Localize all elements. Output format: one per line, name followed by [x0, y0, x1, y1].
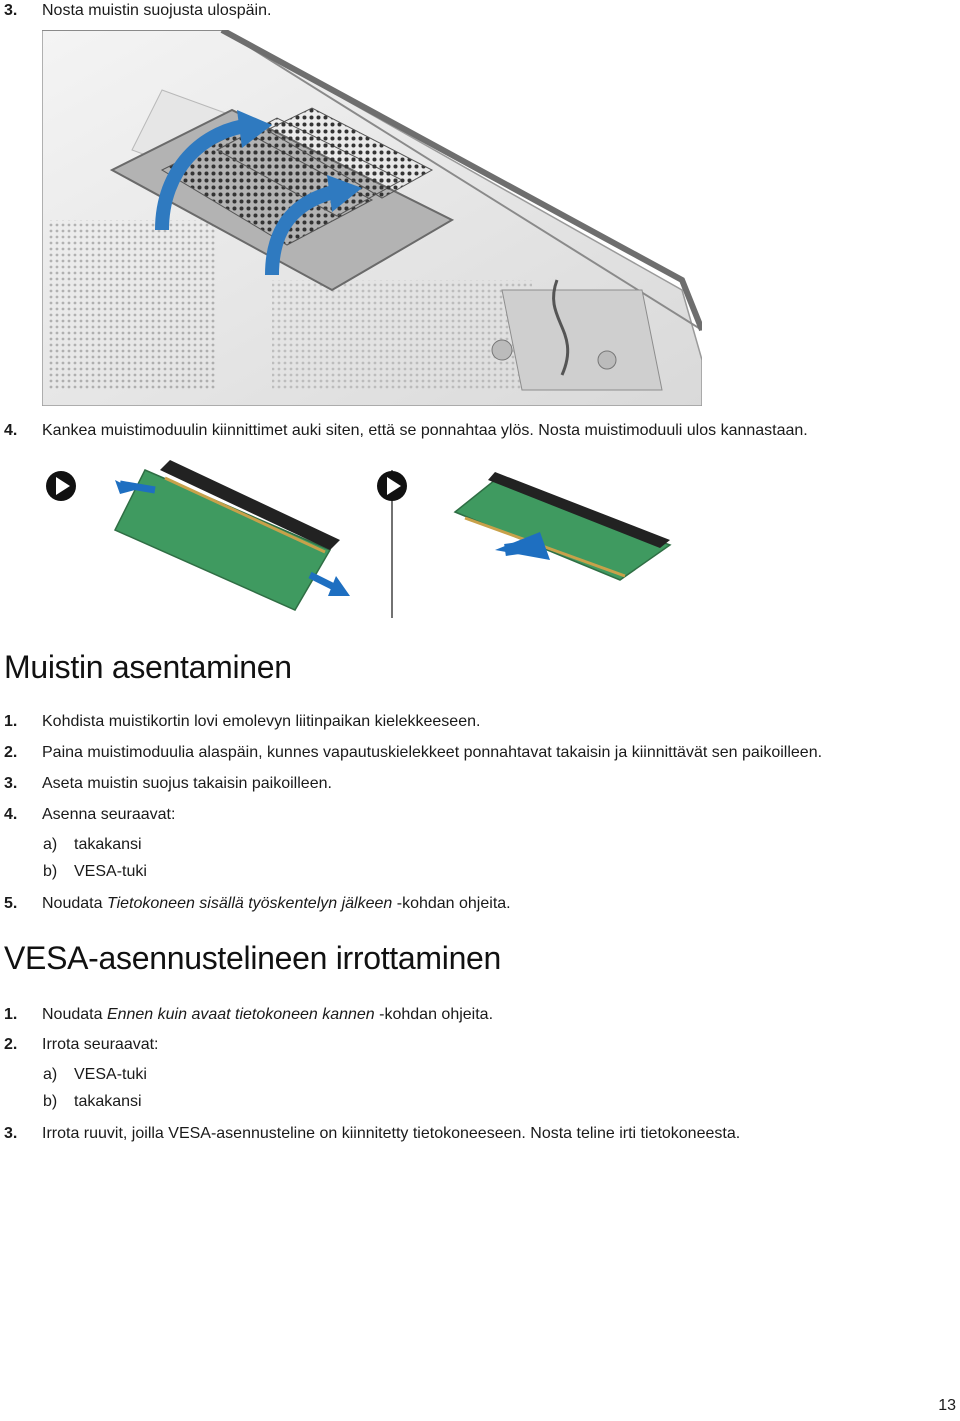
step-number: 3.	[4, 775, 18, 792]
subitem-letter: b)	[43, 863, 58, 880]
subitem-text: takakansi	[74, 1093, 142, 1110]
vesa-subitem-a	[43, 1065, 147, 1085]
step-number: 2.	[4, 744, 18, 761]
step-number: 2.	[4, 1036, 18, 1053]
step-text: Aseta muistin suojus takaisin paikoilleen.	[42, 775, 332, 792]
install-step-2	[4, 743, 822, 763]
memory-shield-illustration	[42, 30, 702, 406]
step-text: Irrota ruuvit, joilla VESA-asennusteline on kiinnitetty tietokoneeseen. Nosta teline irti tietokoneesta.	[42, 1125, 741, 1142]
step-text: Nosta muistin suojusta ulospäin.	[42, 2, 272, 19]
subitem-letter: a)	[43, 836, 58, 853]
step-number: 3.	[4, 1125, 18, 1142]
subitem-text: takakansi	[74, 836, 142, 853]
step-text: Kankea muistimoduulin kiinnittimet auki siten, että se ponnahtaa ylös. Nosta muistimoduuli ulos kannastaan.	[42, 422, 808, 439]
subitem-text: VESA-tuki	[74, 863, 147, 880]
vesa-subitem-b	[43, 1092, 142, 1112]
step-text-reference: Ennen kuin avaat tietokoneen kannen	[106, 1006, 375, 1023]
subitem-letter: b)	[43, 1093, 58, 1110]
step-text-reference: Tietokoneen sisällä työskentelyn jälkeen	[106, 895, 393, 912]
step-number: 4.	[4, 806, 18, 823]
step-text-post: -kohdan ohjeita.	[392, 895, 511, 912]
step-text-pre: Noudata	[42, 1006, 107, 1023]
section-title-memory-install: Muistin asentaminen	[4, 649, 292, 685]
step-text: Asenna seuraavat:	[42, 806, 176, 823]
step-4	[4, 421, 808, 441]
step-text-post: -kohdan ohjeita.	[374, 1006, 494, 1023]
install-step-3	[4, 774, 332, 794]
step-text: Irrota seuraavat:	[42, 1036, 159, 1053]
step-text: Paina muistimoduulia alaspäin, kunnes vapautuskielekkeet ponnahtavat takaisin ja kiinnittävät sen paikoilleen.	[42, 744, 823, 761]
step-number: 3.	[4, 2, 18, 19]
vesa-step-3	[4, 1124, 740, 1144]
page-number: 13	[938, 1397, 956, 1414]
arrow-icon	[310, 575, 350, 596]
install-subitem-a	[43, 835, 142, 855]
step-number: 1.	[4, 713, 18, 730]
step-text-pre: Noudata	[42, 895, 107, 912]
memory-module-illustration	[40, 450, 680, 620]
step-number: 4.	[4, 422, 18, 439]
play-icon	[377, 471, 407, 501]
step-3-top	[4, 1, 271, 21]
vesa-step-2	[4, 1035, 159, 1055]
step-text: Kohdista muistikortin lovi emolevyn liitinpaikan kielekkeeseen.	[42, 713, 481, 730]
step-number: 1.	[4, 1006, 18, 1023]
install-step-1	[4, 712, 480, 732]
subitem-text: VESA-tuki	[74, 1066, 147, 1083]
play-icon	[46, 471, 76, 501]
vesa-step-1	[4, 1005, 493, 1025]
step-number: 5.	[4, 895, 18, 912]
install-step-5	[4, 894, 511, 914]
install-subitem-b	[43, 862, 147, 882]
install-step-4	[4, 805, 175, 825]
subitem-letter: a)	[43, 1066, 58, 1083]
section-title-vesa-removal: VESA-asennustelineen irrottaminen	[4, 940, 502, 976]
